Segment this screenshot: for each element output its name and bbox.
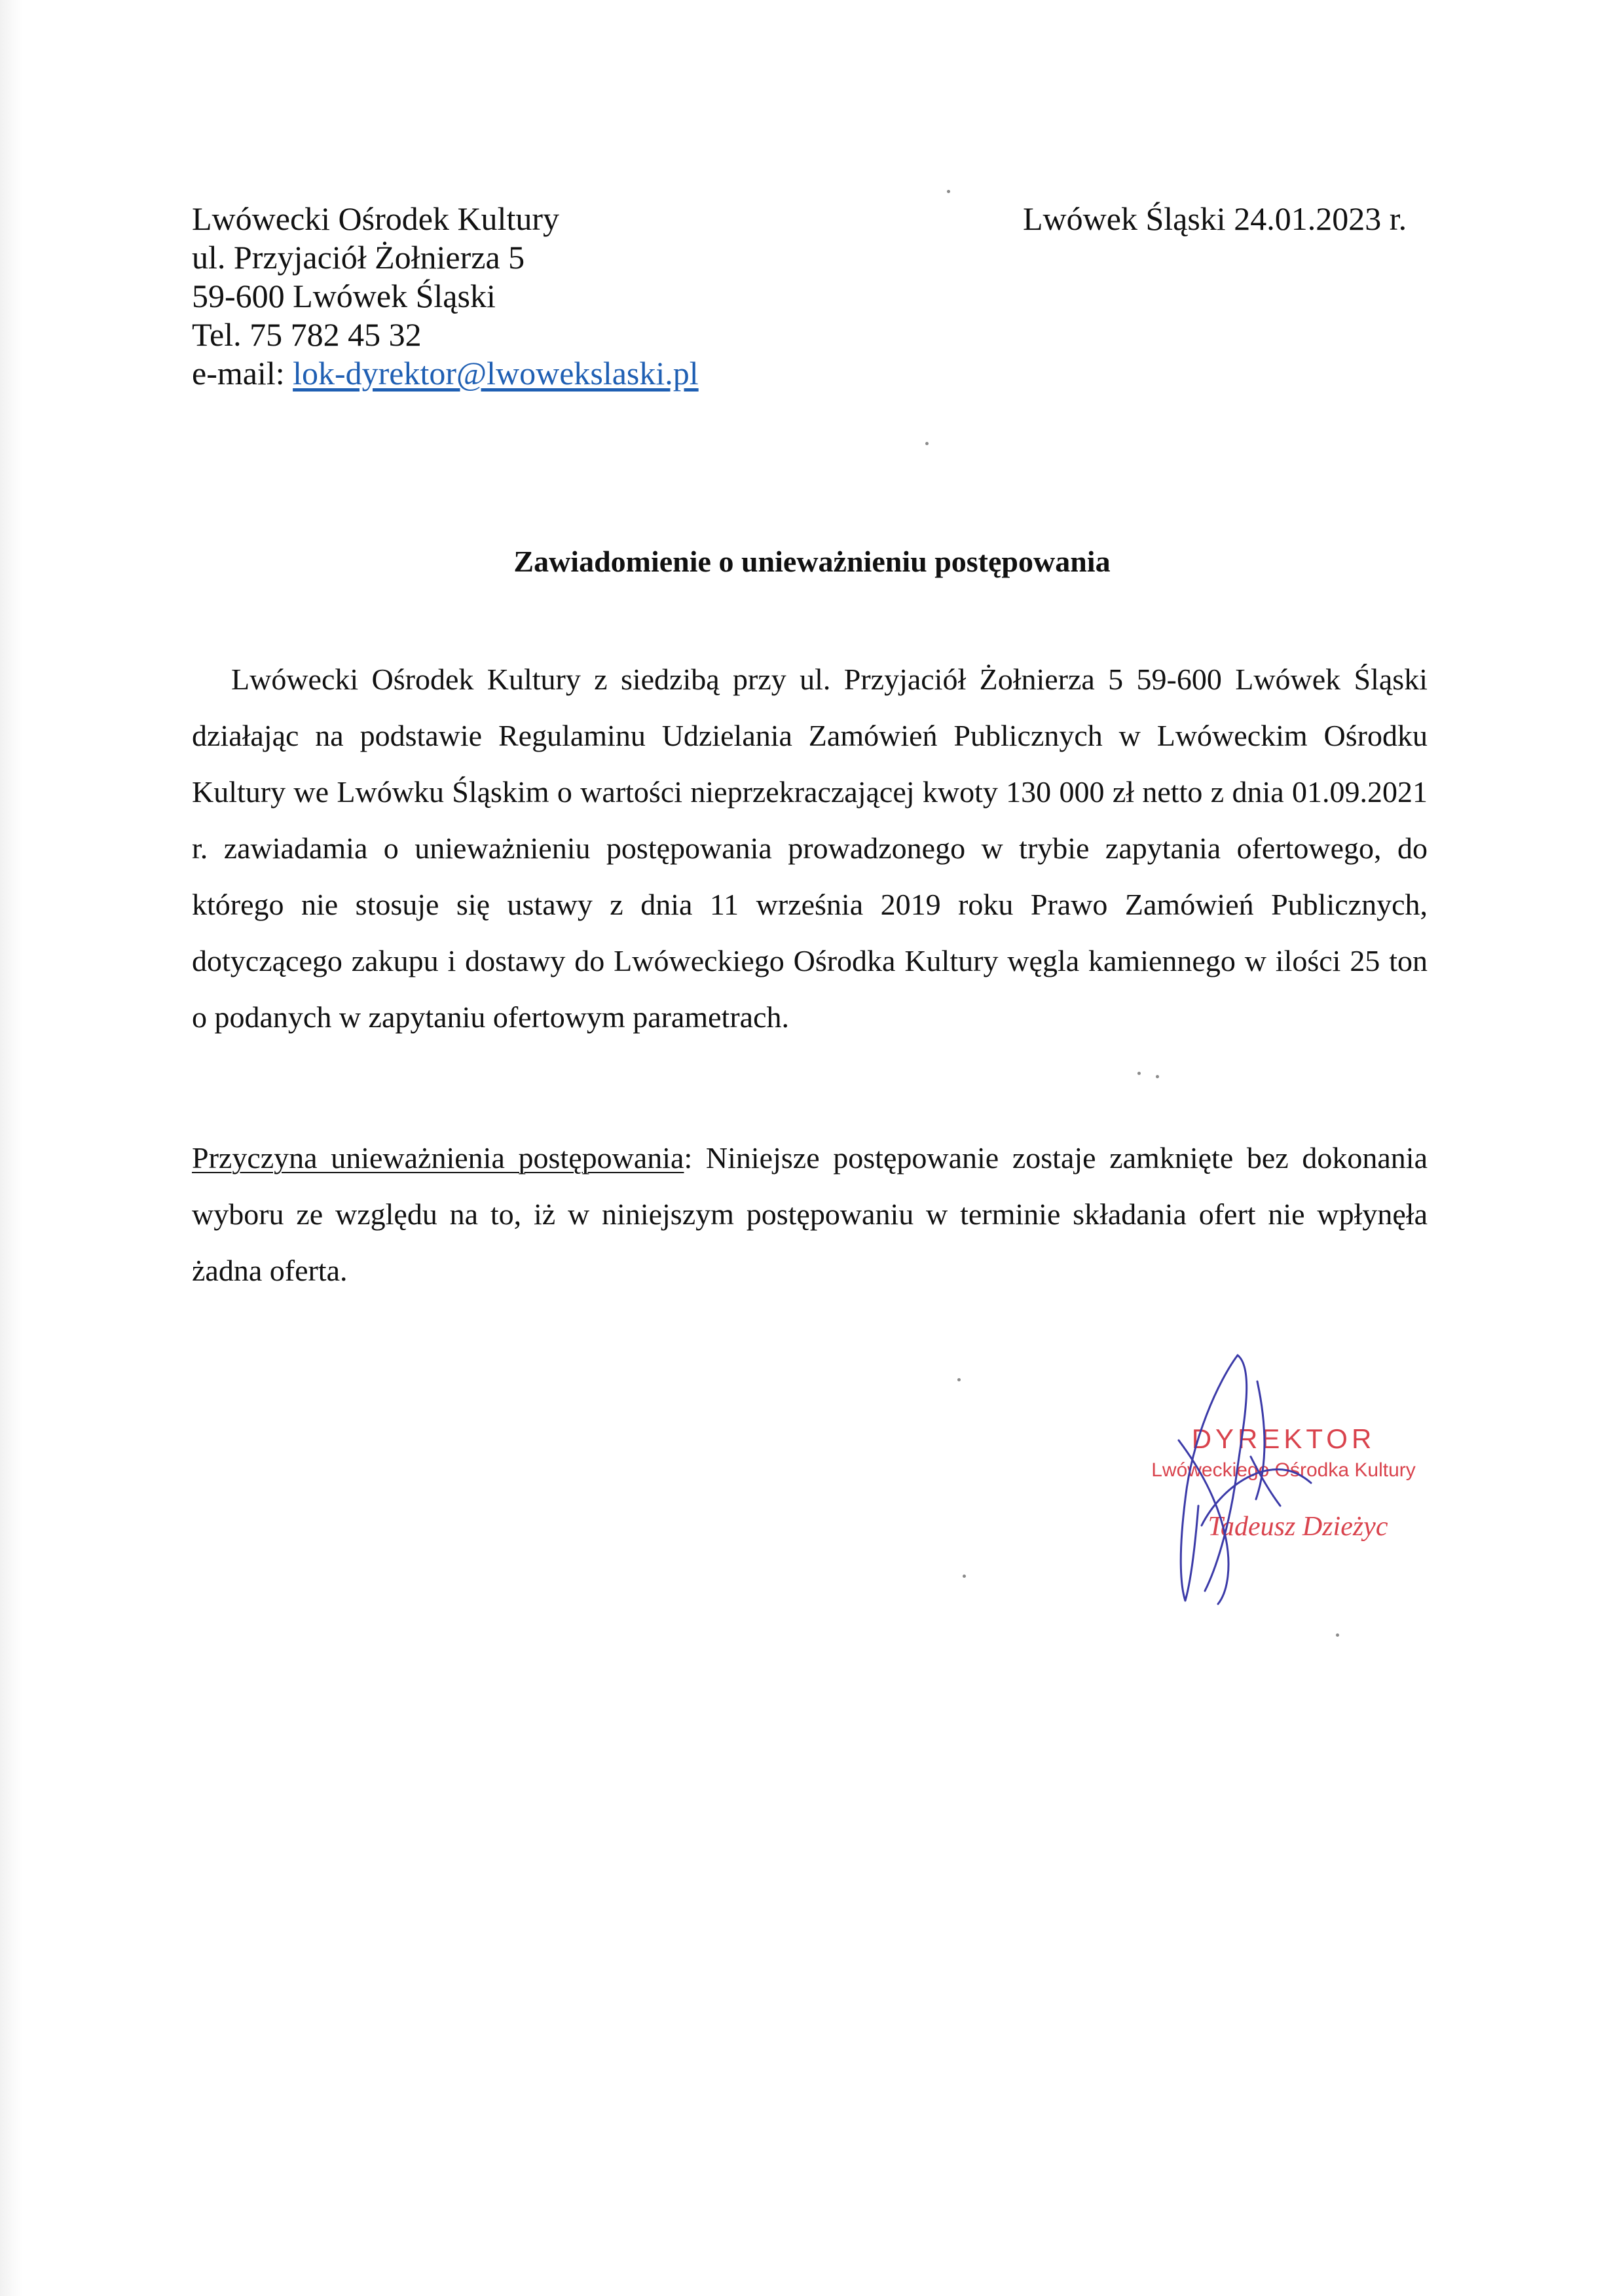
scan-speck: [1137, 1072, 1141, 1075]
scan-speck: [1156, 1075, 1159, 1078]
sender-email-line: [192, 354, 699, 393]
reason-label: Przyczyna unieważnienia postępowania: [192, 1141, 684, 1175]
scan-speck: [1336, 1633, 1339, 1637]
scan-speck: [947, 190, 950, 193]
reason-paragraph: [192, 1130, 1428, 1299]
scan-speck: [963, 1575, 966, 1578]
scan-speck: [925, 442, 929, 445]
sender-phone: Tel. 75 782 45 32: [192, 316, 422, 353]
stamp-name: Tadeusz Dzieżyc: [1208, 1512, 1388, 1542]
handwritten-signature: [1139, 1342, 1336, 1611]
document-title: Zawiadomienie o unieważnieniu postępowania: [513, 545, 1111, 578]
date-line: Lwówek Śląski 24.01.2023 r.: [1023, 200, 1407, 237]
email-link[interactable]: lok-dyrektor@lwowekslaski.pl: [293, 355, 699, 392]
body-paragraph: Lwówecki Ośrodek Kultury z siedzibą przy ul. Przyjaciół Żołnierza 5 59-600 Lwówek Śląski działając na podstawie Regulaminu Udzielania Zamówień Publicznych w Lwóweckim Ośrodku Kultury we Lwówku Śląskim o wartości nieprzekraczającej kwoty 130 000 zł netto z dnia 01.09.2021 r. zawiadamia o unieważnieniu postępowania prowadzonego w trybie zapytania ofertowego, do którego nie stosuje się ustawy z dnia 11 września 2019 roku Prawo Zamówień Publicznych, dotyczącego zakupu i dostawy do Lwóweckiego Ośrodka Kultury węgla kamiennego w ilości 25 ton o podanych w zapytaniu ofertowym parametrach.: [192, 663, 1428, 1034]
sender-street: ul. Przyjaciół Żołnierza 5: [192, 239, 525, 276]
reason-text: Niniejsze postępowanie zostaje zamknięte bez dokonania wyboru ze względu na to, iż w niniejszym postępowaniu w terminie składania ofert nie wpłynęła żadna oferta.: [192, 1141, 1428, 1287]
sender-address-block: [192, 200, 699, 393]
stamp-organization: Lwóweckiego Ośrodka Kultury: [1151, 1459, 1416, 1481]
scan-speck: [957, 1378, 961, 1381]
scan-page-edge: [0, 0, 22, 2296]
reason-separator: :: [684, 1141, 706, 1175]
email-label: e-mail:: [192, 355, 293, 392]
stamp-role: DYREKTOR: [1191, 1423, 1376, 1454]
sender-city: 59-600 Lwówek Śląski: [192, 278, 496, 314]
sender-name: Lwówecki Ośrodek Kultury: [192, 200, 559, 237]
